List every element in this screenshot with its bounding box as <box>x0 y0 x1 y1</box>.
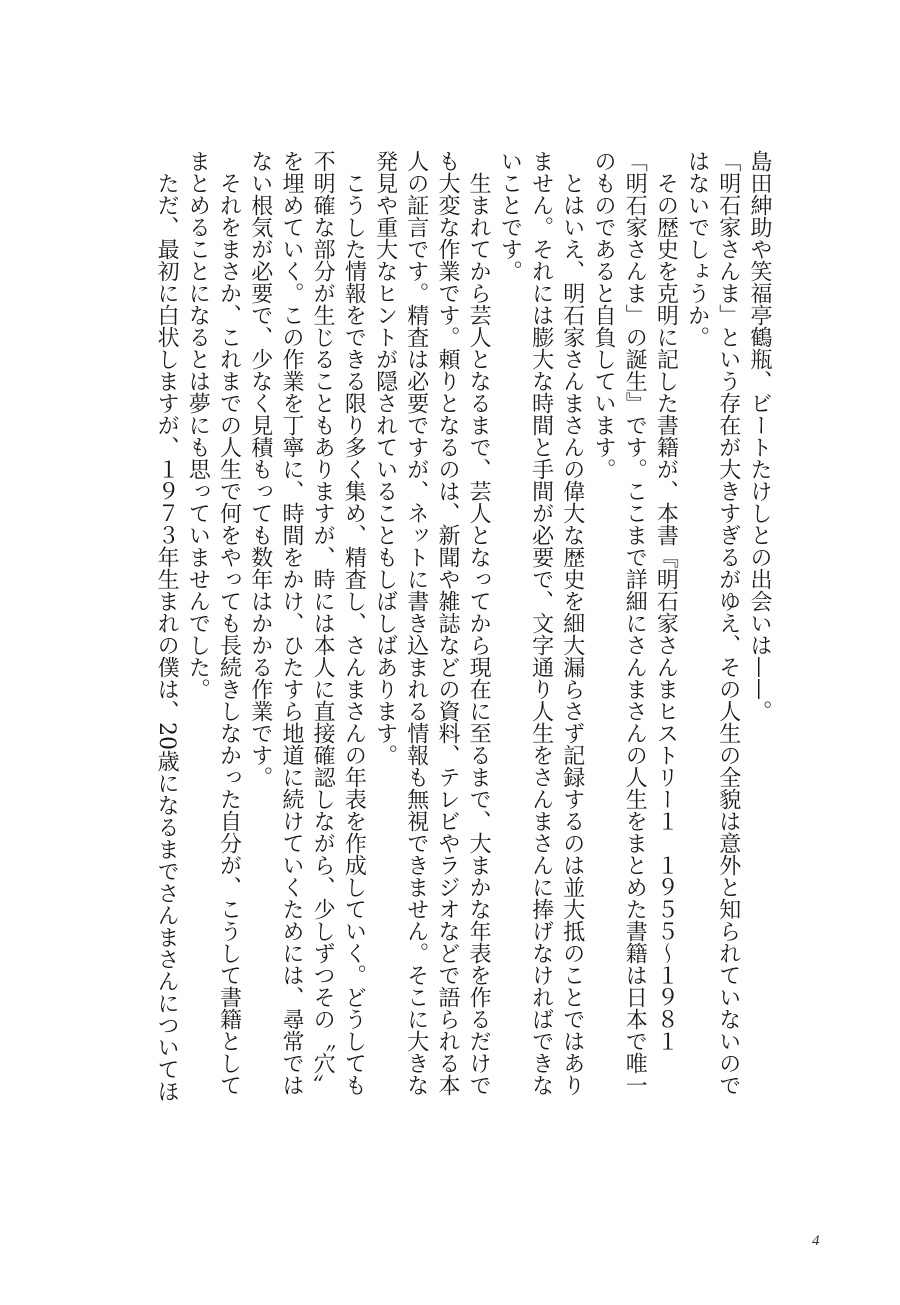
body-text <box>151 150 775 1160</box>
text-line: ただ、最初に白状しますが、１９７３年生まれの僕は、20歳になるまでさんまさんについてほ <box>154 150 180 1102</box>
text-line: ない根気が必要で、少なく見積もっても数年はかかる作業です。 <box>247 150 273 788</box>
text-line: とはいえ、明石家さんまさんの偉大な歴史を細大漏らさず記録するのは並大抵のことではあり <box>559 150 585 1096</box>
text-line: 生まれてから芸人となるまで、芸人となってから現在に至るまで、大まかな年表を作るだけで <box>466 150 492 1096</box>
text-line: 不明確な部分が生じることもありますが、時には本人に直接確認しながら、少しずつその〝穴〟 <box>310 150 336 1096</box>
text-line: のものであると自負しています。 <box>590 150 616 480</box>
page-number: 4 <box>812 1233 820 1249</box>
text-line: 発見や重大なヒントが隠されていることもしばしばあります。 <box>372 150 398 766</box>
text-line: を埋めていく。この作業を丁寧に、時間をかけ、ひたすら地道に続けていくためには、尋常では <box>278 150 304 1096</box>
text-line: 「明石家さんま」の誕生』です。ここまで詳細にさんまさんの人生をまとめた書籍は日本で唯一 <box>622 150 648 1096</box>
text-line: 島田紳助や笑福亭鶴瓶、ビートたけしとの出会いは——。 <box>747 150 772 722</box>
text-line: ません。それには膨大な時間と手間が必要で、文字通り人生をさんまさんに捧げなければできな <box>528 150 554 1096</box>
text-line: 「明石家さんま」という存在が大きすぎるがゆえ、その人生の全貌は意外と知られていないので <box>715 150 741 1096</box>
text-line: その歴史を克明に記した書籍が、本書『明石家さんまヒストリー１ １９５５〜１９８１ <box>653 150 679 1052</box>
text-line: も大変な作業です。頼りとなるのは、新聞や雑誌などの資料、テレビやラジオなどで語られる本 <box>434 150 460 1096</box>
text-line: それをまさか、これまでの人生で何をやっても長続きしなかった自分が、こうして書籍として <box>216 150 242 1096</box>
text-line: はないでしょうか。 <box>684 150 710 348</box>
text-line: いことです。 <box>497 150 523 282</box>
text-line: 人の証言です。精査は必要ですが、ネットに書き込まれる情報も無視できません。そこに大きな <box>403 150 429 1096</box>
text-line: こうした情報をできる限り多く集め、精査し、さんまさんの年表を作成していく。どうしても <box>341 150 367 1096</box>
text-line: まとめることになるとは夢にも思っていませんでした。 <box>185 150 211 700</box>
